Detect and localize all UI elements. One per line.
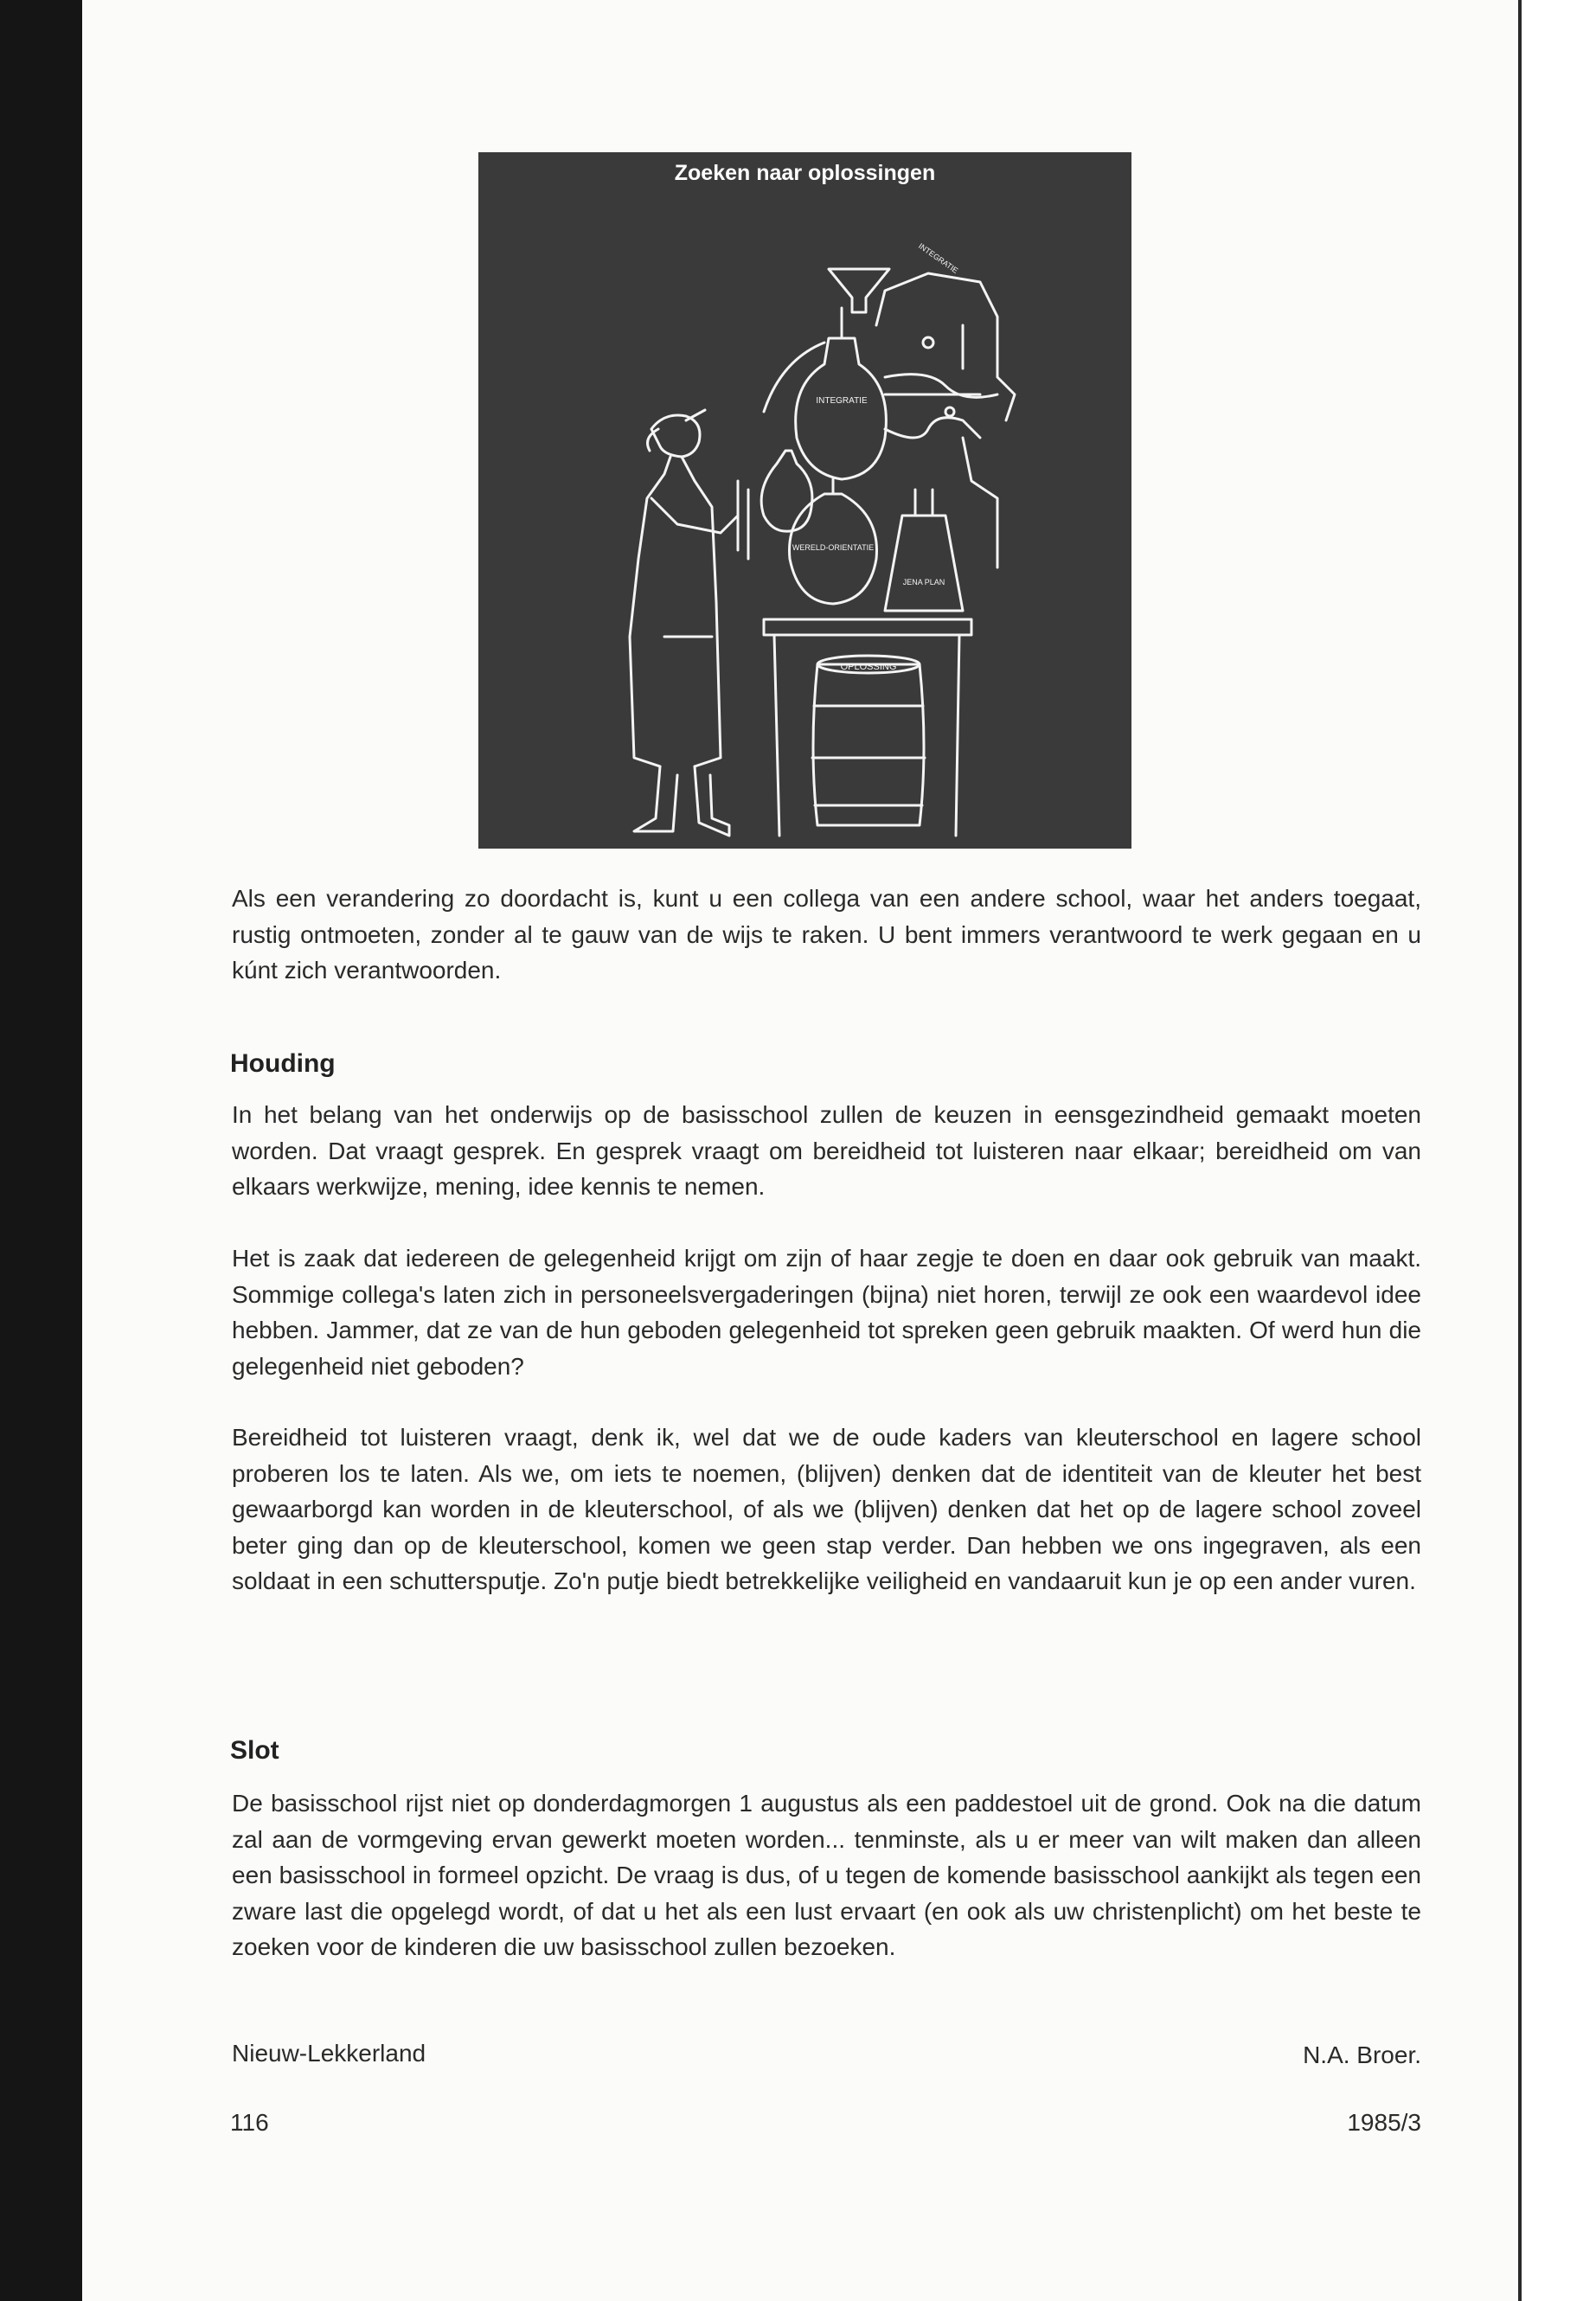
small-flask-drawing (761, 451, 812, 531)
page-number: 116 (230, 2109, 269, 2136)
heading-houding: Houding (230, 1049, 336, 1078)
houding-paragraph-1: In het belang van het onderwijs op de basisschool zullen de keuzen in eensgezindheid gemaakt moeten worden. Dat vraagt gesprek. En gesprek vraagt om bereidheid tot luisteren naar elkaar; bereidheid om van elkaars werkwijze, mening, idee kennis te nemen. (232, 1101, 1421, 1200)
scientist-drawing (630, 410, 748, 836)
barrel-label: OPLOSSING (840, 662, 897, 672)
heading-slot: Slot (230, 1736, 279, 1765)
upper-flask-label: INTEGRATIE (816, 396, 868, 406)
upper-flask-drawing (796, 308, 887, 479)
houding-paragraph-2: Het is zaak dat iedereen de gelegenheid krijgt om zijn of haar zegje te doen en daar ook gebruik van maakt. Sommige collega's laten zich in personeelsvergaderingen (bijna) niet horen, terwijl ze ook een waardevol idee hebben. Jammer, dat ze van de hun geboden gelegenheid tot spreken geen gebruik maakten. Of werd hun die gelegenheid niet geboden? (232, 1245, 1421, 1380)
issue-number: 1985/3 (1347, 2109, 1421, 2136)
conical-flask-drawing (885, 490, 963, 611)
cartoon-illustration (478, 152, 1131, 849)
tubing-drawing (764, 273, 1015, 567)
signature-place: Nieuw-Lekkerland (232, 2040, 426, 2067)
figure-title: Zoeken naar oplossingen (674, 161, 936, 185)
chemist-apparatus-drawing (478, 152, 1131, 849)
lab-table (764, 619, 971, 836)
slot-paragraph: De basisschool rijst niet op donderdagmorgen 1 augustus als een paddestoel uit de grond. Ook na die datum zal aan de vormgeving ervan gewerkt moeten worden... tenminste, als u er meer van wilt maken dan alleen een basisschool in formeel opzicht. De vraag is dus, of u tegen de komende basisschool aankijkt als tegen een zware last die opgelegd wordt, of dat u het als een lust ervaart (en ook als uw christenplicht) om het beste te zoeken voor de kinderen die uw basisschool zullen bezoeken. (232, 1790, 1421, 1960)
houding-paragraph-3: Bereidheid tot luisteren vraagt, denk ik, wel dat we de oude kaders van kleuterschool en lagere school proberen los te laten. Als we, om iets te noemen, (blijven) denken dat de identiteit van de kleuter het best gewaarborgd kan worden in de kleuterschool, of als we (blijven) denken dat het op de lagere school zoveel beter ging dan op de kleuterschool, komen we geen stap verder. Dan hebben we ons ingegraven, als een soldaat in een schuttersputje. Zo'n putje biedt betrekkelijke veiligheid en vandaaruit kun je op een ander vuren. (232, 1424, 1421, 1594)
lower-flask-drawing (790, 479, 877, 604)
conical-flask-label: JENA PLAN (902, 578, 945, 586)
signature-author: N.A. Broer. (1303, 2041, 1421, 2068)
intro-paragraph: Als een verandering zo doordacht is, kunt u een collega van een andere school, waar het anders toegaat, rustig ontmoeten, zonder al te gauw van de wijs te raken. U bent immers verantwoord te werk gegaan en u kúnt zich verantwoorden. (232, 885, 1421, 984)
tube-label: INTEGRATIE (917, 241, 960, 275)
lower-flask-label: WERELD-ORIENTATIE (792, 543, 875, 552)
scan-edge-right (1518, 0, 1596, 2301)
barrel-drawing (812, 656, 925, 825)
scan-edge-left (0, 0, 82, 2301)
